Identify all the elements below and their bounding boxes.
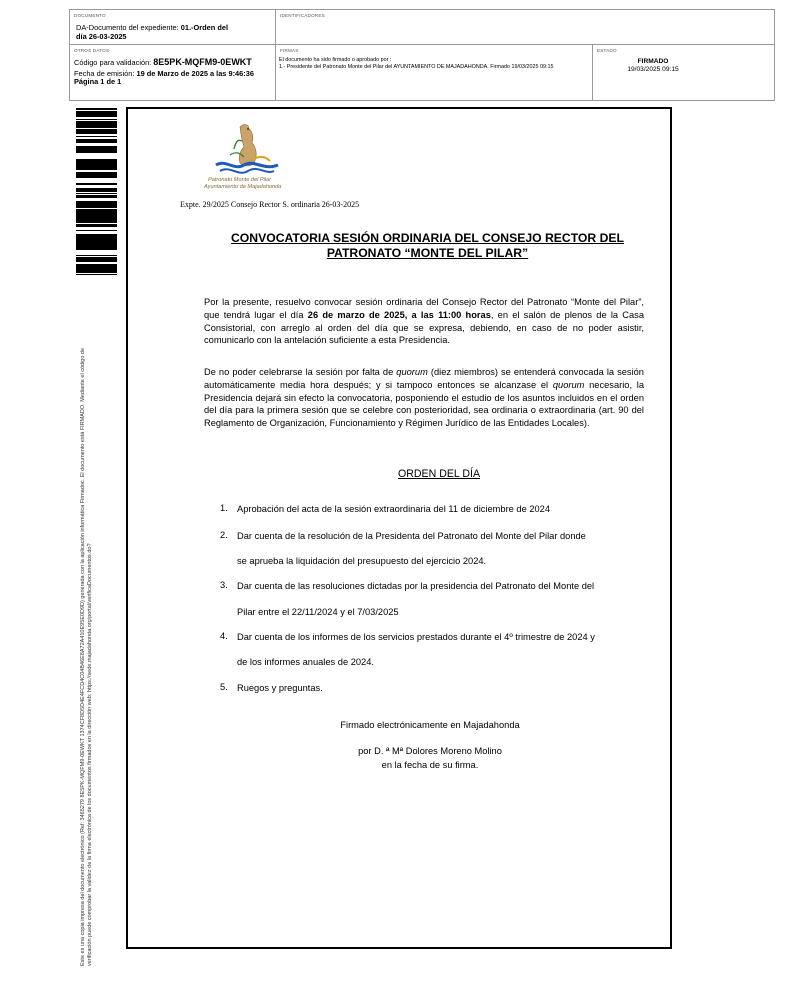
agenda-item-3-line1: Dar cuenta de las resoluciones dictadas por la presidencia del Patronato del Monte del bbox=[237, 581, 595, 591]
barcode-bar bbox=[76, 207, 117, 208]
barcode-bar bbox=[76, 195, 117, 196]
convocatoria-paragraph: Por la presente, resuelvo convocar sesión ordinaria del Consejo Rector del Patronato “Monte del Pilar”, que tendrá lugar el día 26 de marzo de 2025, a las 11:00 horas, en el salón de plenos de la Casa Consistorial, con arreglo al orden del día que se expresa, debiendo, en caso de no poder asistir, comunicarlo con la antelación suficiente a esta Presidencia. bbox=[204, 297, 644, 346]
barcode-bar bbox=[76, 177, 117, 178]
quorum-paragraph: De no poder celebrarse la sesión por falta de quorum (diez miembros) se entenderá convocada la sesión automáticamente media hora después; y si tampoco entonces se alcanzase el quorum necesario, la Presidencia dejará sin efecto la convocatoria, posponiendo el estudio de los asuntos incluidos en el orden del día para la primera sesión que se celebre con posterioridad, sea ordinaria o extraordinaria (art. 90 del Reglamento de Organización, Funcionamiento y Régimen Jurídico de las Entidades Locales). bbox=[204, 367, 645, 429]
barcode-bar bbox=[76, 125, 117, 128]
barcode-bar bbox=[76, 210, 117, 213]
barcode-bar bbox=[76, 166, 117, 168]
barcode-bar bbox=[76, 108, 117, 109]
pagina: Página 1 de 1 bbox=[74, 77, 122, 86]
barcode-bar bbox=[76, 141, 117, 142]
barcode-bar bbox=[76, 191, 117, 192]
agenda-item-4-line2: de los informes anuales de 2024. bbox=[237, 657, 374, 667]
barcode-bar bbox=[76, 189, 117, 190]
barcode-bar bbox=[76, 239, 117, 240]
firmas-cell bbox=[275, 44, 593, 101]
barcode-bar bbox=[76, 184, 117, 185]
barcode-bar bbox=[76, 224, 117, 227]
barcode-bar bbox=[76, 214, 117, 217]
barcode-bar bbox=[76, 257, 117, 259]
firmas-line1: El documento ha sido firmado o aprobado por : bbox=[279, 57, 392, 63]
barcode-bar bbox=[76, 230, 117, 231]
barcode-bar bbox=[76, 193, 117, 194]
barcode-bar bbox=[76, 146, 117, 147]
barcode-bar bbox=[76, 162, 117, 163]
item-number: 2. bbox=[220, 530, 228, 540]
document-title: CONVOCATORIA SESIÓN ORDINARIA DEL CONSEJO RECTOR DEL PATRONATO “MONTE DEL PILAR” bbox=[231, 231, 624, 260]
agenda-item-3-line2: Pilar entre el 22/11/2024 y el 7/03/2025 bbox=[237, 607, 399, 617]
documento-value: DA-Documento del expediente: 01.-Orden del día 26-03-2025 bbox=[76, 23, 228, 41]
barcode-bar bbox=[76, 247, 117, 249]
barcode-bar bbox=[76, 147, 117, 148]
item-number: 5. bbox=[220, 682, 228, 692]
barcode-bar bbox=[76, 159, 117, 161]
estado-cell bbox=[592, 44, 775, 101]
barcode-bar bbox=[76, 205, 117, 207]
otros-datos-cell bbox=[69, 44, 276, 101]
barcode bbox=[76, 107, 117, 277]
identificadores-cell bbox=[275, 9, 775, 45]
barcode-bar bbox=[76, 196, 117, 197]
logo-text-1: Patronato Monte del Pilar bbox=[208, 177, 272, 183]
documento-cell bbox=[69, 9, 276, 45]
barcode-bar bbox=[76, 142, 117, 143]
barcode-bar bbox=[76, 217, 117, 220]
barcode-bar bbox=[76, 123, 117, 125]
agenda-item-2-line1: Dar cuenta de la resolución de la Presidenta del Patronato del Monte del Pilar donde bbox=[237, 531, 586, 541]
barcode-bar bbox=[76, 220, 117, 223]
barcode-bar bbox=[76, 129, 117, 130]
barcode-bar bbox=[76, 116, 117, 117]
barcode-bar bbox=[76, 151, 117, 153]
barcode-bar bbox=[76, 139, 117, 141]
signature-line-2: por D. ª Mª Dolores Moreno Molino bbox=[358, 746, 502, 756]
barcode-bar bbox=[76, 168, 117, 170]
barcode-bar bbox=[76, 148, 117, 150]
item-number: 3. bbox=[220, 580, 228, 590]
barcode-bar bbox=[76, 261, 117, 262]
barcode-bar bbox=[76, 174, 117, 177]
barcode-bar bbox=[76, 197, 117, 198]
document-header bbox=[69, 9, 775, 101]
barcode-bar bbox=[76, 130, 117, 132]
barcode-bar bbox=[76, 188, 117, 189]
barcode-bar bbox=[76, 259, 117, 260]
agenda-item-5: Ruegos y preguntas. bbox=[237, 683, 323, 693]
barcode-bar bbox=[76, 234, 117, 236]
barcode-bar bbox=[76, 213, 117, 214]
item-number: 1. bbox=[220, 503, 228, 513]
firmas-caption: FIRMAS bbox=[280, 48, 299, 53]
barcode-bar bbox=[76, 240, 117, 243]
barcode-bar bbox=[76, 183, 117, 184]
logo-text-2: Ayuntamiento de Majadahonda bbox=[204, 184, 282, 190]
barcode-bar bbox=[76, 201, 117, 204]
barcode-bar bbox=[76, 161, 117, 162]
barcode-bar bbox=[76, 243, 117, 245]
barcode-bar bbox=[76, 236, 117, 239]
barcode-bar bbox=[76, 190, 117, 191]
barcode-bar bbox=[76, 132, 117, 134]
item-number: 4. bbox=[220, 631, 228, 641]
identificadores-caption: IDENTIFICADORES bbox=[280, 13, 325, 18]
barcode-bar bbox=[76, 266, 117, 267]
codigo-validacion: Código para validación: 8E5PK-MQFM9-0EWKT bbox=[74, 57, 252, 67]
barcode-bar bbox=[76, 150, 117, 151]
barcode-bar bbox=[76, 113, 117, 116]
barcode-bar bbox=[76, 264, 117, 266]
barcode-bar bbox=[76, 249, 117, 250]
barcode-bar bbox=[76, 163, 117, 166]
firmas-line2: 1.- Presidente del Patronato Monte del Pilar del AYUNTAMIENTO DE MAJADAHONDA. Firmado 19/03/2025 09:15 bbox=[279, 64, 554, 70]
verification-side-text: Este es una copia impresa del documento electrónico (Ref: 3465279 8E5PK-MQFM9-0EWKT 1374CF8D5D4E4FCD4C04B46E8A72A410E95E0D9D) generada con la aplicación informática Firmadoc. El documento está FIRMADO. Mediante el código de verificación puede comprobar la validez de la firma electrónica de los documentos firmados en la dirección web: https://sede.majadahonda.org/portal/verificaDocumentos.do? bbox=[80, 347, 93, 966]
estado-value: FIRMADO bbox=[637, 58, 669, 65]
signature-line-1: Firmado electrónicamente en Majadahonda bbox=[340, 720, 520, 730]
barcode-bar bbox=[76, 255, 117, 256]
barcode-bar bbox=[76, 267, 117, 268]
barcode-bar bbox=[76, 121, 117, 123]
documento-caption: DOCUMENTO bbox=[74, 13, 106, 18]
agenda-item-1: Aprobación del acta de la sesión extraordinaria del 11 de diciembre de 2024 bbox=[237, 504, 551, 514]
barcode-bar bbox=[76, 260, 117, 261]
barcode-bar bbox=[76, 109, 117, 110]
fecha-emision: Fecha de emisión: 19 de Marzo de 2025 a las 9:46:36 bbox=[74, 69, 254, 78]
barcode-bar bbox=[76, 268, 117, 271]
barcode-bar bbox=[76, 271, 117, 273]
agenda-item-2-line2: se aprueba la liquidación del presupuesto del ejercicio 2024. bbox=[237, 556, 487, 566]
estado-date: 19/03/2025 09:15 bbox=[627, 66, 679, 73]
barcode-bar bbox=[76, 172, 117, 174]
barcode-bar bbox=[76, 209, 117, 210]
barcode-bar bbox=[76, 204, 117, 205]
barcode-bar bbox=[76, 111, 117, 113]
otros-datos-caption: OTROS DATOS bbox=[74, 48, 110, 53]
barcode-bar bbox=[76, 119, 117, 120]
orden-del-dia-title: ORDEN DEL DÍA bbox=[398, 468, 481, 480]
barcode-bar bbox=[76, 274, 117, 275]
agenda-item-4-line1: Dar cuenta de los informes de los servicios prestados durante el 4º trimestre de 2024 y bbox=[237, 632, 595, 642]
signature-line-3: en la fecha de su firma. bbox=[381, 760, 479, 770]
barcode-bar bbox=[76, 136, 117, 137]
estado-caption: ESTADO bbox=[597, 48, 617, 53]
barcode-bar bbox=[76, 245, 117, 247]
expediente-reference: Expte. 29/2025 Consejo Rector S. ordinaria 26-03-2025 bbox=[180, 200, 360, 209]
